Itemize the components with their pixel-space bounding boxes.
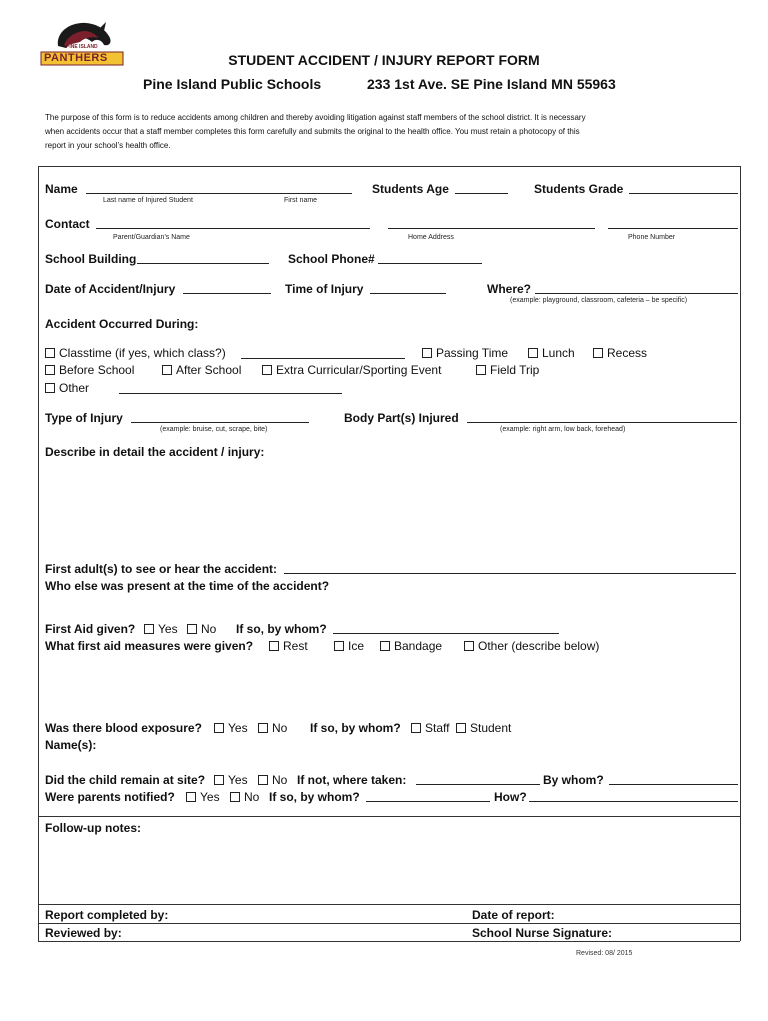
where-field[interactable] (535, 293, 738, 294)
form-title: STUDENT ACCIDENT / INJURY REPORT FORM (228, 52, 540, 68)
checkbox-icon[interactable] (258, 775, 268, 785)
measure-ice[interactable]: Ice (334, 639, 364, 653)
remain-label: Did the child remain at site? (45, 773, 206, 787)
checkbox-icon[interactable] (45, 365, 55, 375)
body-part-field[interactable] (467, 422, 737, 423)
checkbox-icon[interactable] (144, 624, 154, 634)
measure-rest[interactable]: Rest (269, 639, 308, 653)
checkbox-icon[interactable] (45, 383, 55, 393)
parents-no[interactable]: No (230, 790, 259, 804)
how-label: How? (494, 790, 527, 804)
checkbox-icon[interactable] (456, 723, 466, 733)
date-field[interactable] (183, 293, 271, 294)
where-hint: (example: playground, classroom, cafeteria – be specific) (510, 297, 688, 304)
first-aid-no[interactable]: No (187, 622, 216, 636)
contact-hint-parent: Parent/Guardian’s Name (113, 234, 190, 241)
classtime-field[interactable] (241, 358, 405, 359)
contact-address-field[interactable] (388, 228, 595, 229)
option-field-trip[interactable]: Field Trip (476, 363, 539, 377)
intro-line-3: report in your school’s health office. (45, 141, 171, 150)
by-whom-label: By whom? (543, 773, 604, 787)
time-field[interactable] (370, 293, 446, 294)
names-label: Name(s): (45, 738, 97, 752)
how-field[interactable] (529, 801, 738, 802)
option-extra-curricular[interactable]: Extra Curricular/Sporting Event (262, 363, 441, 377)
building-field[interactable] (137, 263, 269, 264)
frame-divider-signatures (38, 904, 740, 905)
first-aid-whom-label: If so, by whom? (236, 622, 327, 636)
logo-top-text: PINE ISLAND (66, 44, 98, 50)
option-recess[interactable]: Recess (593, 346, 647, 360)
option-other[interactable]: Other (45, 381, 89, 395)
measures-label: What first aid measures were given? (45, 639, 254, 653)
first-aid-yes[interactable]: Yes (144, 622, 178, 636)
checkbox-icon[interactable] (464, 641, 474, 651)
date-of-report-label: Date of report: (472, 908, 555, 922)
logo-name: PANTHERS (44, 52, 108, 64)
checkbox-icon[interactable] (186, 792, 196, 802)
remain-yes[interactable]: Yes (214, 773, 248, 787)
checkbox-icon[interactable] (262, 365, 272, 375)
checkbox-icon[interactable] (334, 641, 344, 651)
blood-student[interactable]: Student (456, 721, 511, 735)
followup-label: Follow-up notes: (45, 821, 141, 835)
first-aid-whom-field[interactable] (333, 633, 559, 634)
by-whom-field[interactable] (609, 784, 738, 785)
body-part-hint: (example: right arm, low back, forehead) (500, 426, 626, 433)
checkbox-icon[interactable] (258, 723, 268, 733)
checkbox-icon[interactable] (45, 348, 55, 358)
where-label: Where? (487, 282, 532, 296)
nurse-signature-label: School Nurse Signature: (472, 926, 613, 940)
describe-area[interactable] (45, 462, 735, 557)
parents-label: Were parents notified? (45, 790, 175, 804)
checkbox-icon[interactable] (269, 641, 279, 651)
first-aid-label: First Aid given? (45, 622, 136, 636)
body-part-label: Body Part(s) Injured (344, 411, 459, 425)
checkbox-icon[interactable] (411, 723, 421, 733)
parents-whom-label: If so, by whom? (269, 790, 360, 804)
grade-label: Students Grade (534, 182, 624, 196)
contact-label: Contact (45, 217, 90, 231)
checkbox-icon[interactable] (593, 348, 603, 358)
time-label: Time of Injury (285, 282, 364, 296)
checkbox-icon[interactable] (162, 365, 172, 375)
contact-phone-field[interactable] (608, 228, 738, 229)
first-adult-label: First adult(s) to see or hear the accident: (45, 562, 278, 576)
age-field[interactable] (455, 193, 508, 194)
checkbox-icon[interactable] (214, 723, 224, 733)
if-not-label: If not, where taken: (297, 773, 407, 787)
frame-divider-followup (38, 816, 740, 817)
checkbox-icon[interactable] (187, 624, 197, 634)
intro-line-1: The purpose of this form is to reduce accidents among children and thereby avoiding litigation against staff members of the school district. It is necessary (45, 113, 586, 122)
name-label: Name (45, 182, 78, 196)
name-hint-last: Last name of Injured Student (103, 197, 193, 204)
parents-yes[interactable]: Yes (186, 790, 220, 804)
district-address: 233 1st Ave. SE Pine Island MN 55963 (367, 76, 616, 92)
frame-left (38, 166, 39, 941)
name-field[interactable] (86, 193, 352, 194)
remain-no[interactable]: No (258, 773, 287, 787)
option-passing-time[interactable]: Passing Time (422, 346, 508, 360)
district-name: Pine Island Public Schools (143, 76, 322, 92)
checkbox-icon[interactable] (422, 348, 432, 358)
first-adult-field[interactable] (284, 573, 736, 574)
checkbox-icon[interactable] (476, 365, 486, 375)
grade-field[interactable] (629, 193, 738, 194)
revised-note: Revised: 08/ 2015 (576, 950, 633, 957)
frame-divider-reviewed (38, 923, 740, 924)
date-label: Date of Accident/Injury (45, 282, 176, 296)
checkbox-icon[interactable] (528, 348, 538, 358)
school-phone-label: School Phone# (288, 252, 375, 266)
parents-whom-field[interactable] (366, 801, 490, 802)
followup-area[interactable] (45, 838, 735, 900)
who-else-label: Who else was present at the time of the accident? (45, 579, 330, 593)
frame-right (740, 166, 741, 941)
completed-label: Report completed by: (45, 908, 169, 922)
measure-bandage[interactable]: Bandage (380, 639, 442, 653)
contact-parent-field[interactable] (96, 228, 370, 229)
checkbox-icon[interactable] (230, 792, 240, 802)
intro-line-2: when accidents occur that a staff member completes this form carefully and submits the original to the health office. You must retain a photocopy of this (45, 127, 580, 136)
blood-whom-label: If so, by whom? (310, 721, 401, 735)
contact-hint-address: Home Address (408, 234, 454, 241)
type-label: Type of Injury (45, 411, 123, 425)
name-hint-first: First name (284, 197, 318, 204)
measure-other[interactable]: Other (describe below) (464, 639, 599, 653)
blood-staff[interactable]: Staff (411, 721, 449, 735)
blood-label: Was there blood exposure? (45, 721, 202, 735)
contact-hint-phone: Phone Number (628, 234, 676, 241)
blood-no[interactable]: No (258, 721, 287, 735)
other-field[interactable] (119, 393, 342, 394)
if-not-field[interactable] (416, 784, 540, 785)
blood-yes[interactable]: Yes (214, 721, 248, 735)
age-label: Students Age (372, 182, 449, 196)
building-label: School Building (45, 252, 137, 266)
option-before-school[interactable]: Before School (45, 363, 134, 377)
option-after-school[interactable]: After School (162, 363, 241, 377)
checkbox-icon[interactable] (214, 775, 224, 785)
type-hint: (example: bruise, cut, scrape, bite) (160, 426, 268, 433)
checkbox-icon[interactable] (380, 641, 390, 651)
frame-top (38, 166, 740, 167)
type-field[interactable] (131, 422, 309, 423)
school-phone-field[interactable] (378, 263, 482, 264)
reviewed-label: Reviewed by: (45, 926, 122, 940)
option-classtime[interactable]: Classtime (if yes, which class?) (45, 346, 226, 360)
describe-label: Describe in detail the accident / injury: (45, 445, 265, 459)
occurred-label: Accident Occurred During: (45, 317, 199, 331)
option-lunch[interactable]: Lunch (528, 346, 575, 360)
frame-bottom (38, 941, 740, 942)
